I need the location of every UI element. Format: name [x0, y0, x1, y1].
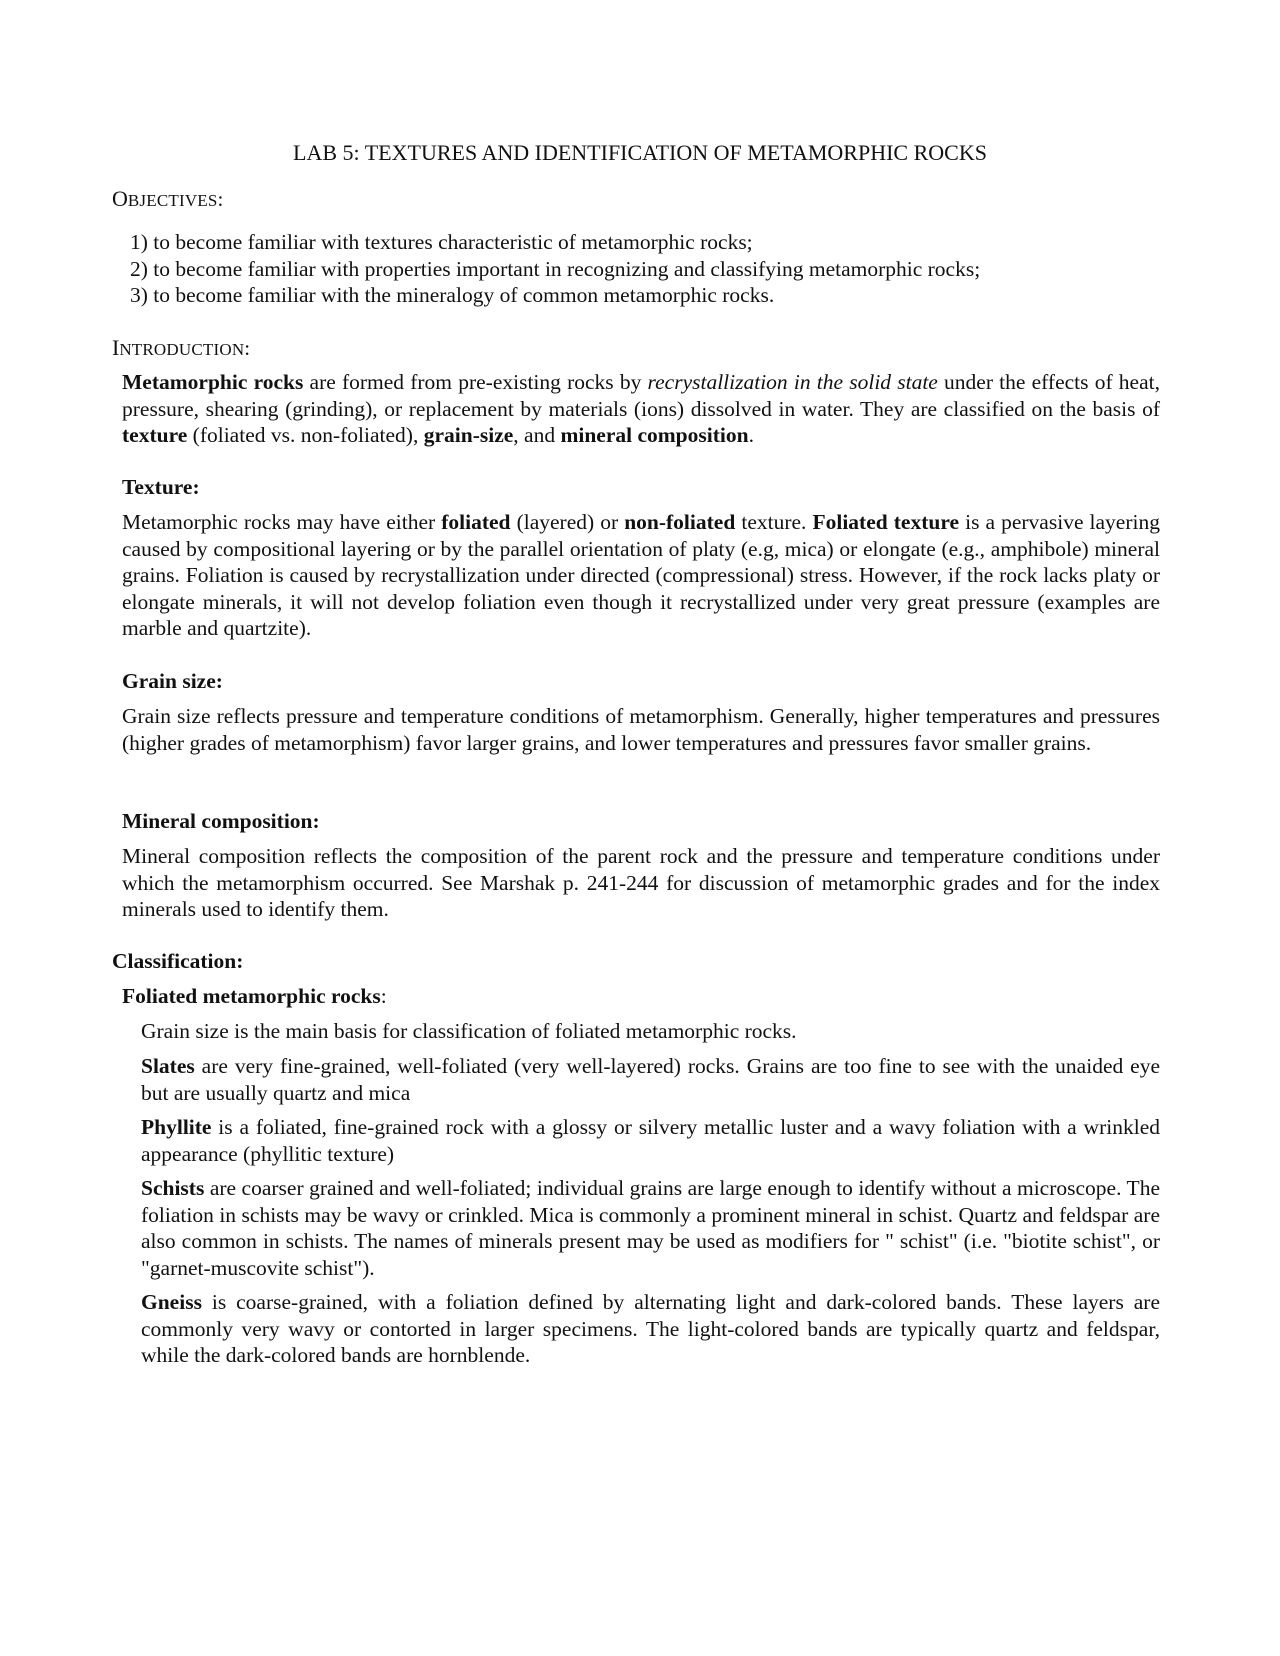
term-foliated-texture: Foliated texture — [812, 510, 960, 534]
texture-heading: Texture: — [122, 475, 200, 499]
mineral-composition-paragraph: Mineral composition reflects the composition of the parent rock and the pressure and temperature conditions under which the metamorphism occurred. See Marshak p. 241-244 for discussion of metamorphic grades and for the index minerals used to identify them. — [122, 844, 1160, 921]
term-slates: Slates — [141, 1054, 195, 1078]
mineral-composition-heading: Mineral composition: — [122, 809, 320, 833]
italic-recrystallization: recrystallization in the solid state — [647, 370, 938, 394]
intro-text-2: under the effects of heat, pressure, shearing (grinding), or replacement by materials (ions) dissolved in water. They are classified on the basis of — [122, 370, 1160, 421]
term-gneiss: Gneiss — [141, 1290, 202, 1314]
term-metamorphic-rocks: Metamorphic rocks — [122, 370, 304, 394]
objectives-heading-colon: : — [217, 187, 224, 211]
schists-text: are coarser grained and well-foliated; individual grains are large enough to identify without a microscope. The foliation in schists may be wavy or crinkled. Mica is commonly a prominent mineral in schist. Quartz and feldspar are also common in schists. The names of minerals present may be used as modifiers for " schist" (i.e. "biotite schist", or "garnet-muscovite schist"). — [141, 1176, 1160, 1280]
slates-text: are very fine-grained, well-foliated (very well-layered) rocks. Grains are too fine to see with the unaided eye but are usually quartz and mica — [141, 1054, 1160, 1105]
term-phyllite: Phyllite — [141, 1115, 212, 1139]
grain-size-heading: Grain size: — [122, 669, 223, 693]
objectives-heading-rest: BJECTIVES — [127, 191, 218, 210]
foliated-rocks-heading — [122, 983, 387, 1010]
schists-paragraph — [141, 1175, 1160, 1281]
intro-text-3: (foliated vs. non-foliated), — [187, 423, 424, 447]
introduction-heading-rest: NTRODUCTION — [119, 340, 245, 359]
objective-item-2: 2) to become familiar with properties important in recognizing and classifying metamorphic rocks; — [130, 257, 981, 281]
phyllite-text: is a foliated, fine-grained rock with a glossy or silvery metallic luster and a wavy foliation with a wrinkled appearance (phyllitic texture) — [141, 1115, 1160, 1166]
texture-text-4: is a pervasive layering caused by compositional layering or by the parallel orientation of platy (e.g, mica) or elongate (e.g., amphibole) mineral grains. Foliation is caused by recrystallization under directed (compressional) stress. However, if the rock lacks platy or elongate minerals, it will not develop foliation even though it recrystallized under very great pressure (examples are marble and quartzite). — [122, 510, 1160, 640]
intro-text-5: . — [748, 423, 754, 447]
term-mineral-composition: mineral composition — [560, 423, 749, 447]
objective-item-1: 1) to become familiar with textures characteristic of metamorphic rocks; — [130, 230, 753, 254]
term-grain-size: grain-size — [423, 423, 514, 447]
foliated-rocks-heading-text: Foliated metamorphic rocks — [122, 984, 381, 1008]
introduction-heading — [112, 335, 250, 363]
term-foliated: foliated — [441, 510, 511, 534]
gneiss-text: is coarse-grained, with a foliation defined by alternating light and dark-colored bands. These layers are commonly very wavy or contorted in larger specimens. The light-colored bands are typically quartz and feldspar, while the dark-colored bands are hornblende. — [141, 1290, 1160, 1367]
phyllite-paragraph — [141, 1114, 1160, 1167]
foliated-rocks-heading-colon: : — [380, 984, 387, 1008]
term-schists: Schists — [141, 1176, 205, 1200]
objectives-heading-initial: O — [112, 186, 128, 211]
introduction-paragraph — [122, 369, 1160, 449]
texture-text-3: texture. — [735, 510, 813, 534]
texture-text-1: Metamorphic rocks may have either — [122, 510, 442, 534]
term-non-foliated: non-foliated — [624, 510, 736, 534]
objectives-heading — [112, 186, 223, 214]
term-texture: texture — [122, 423, 188, 447]
gneiss-paragraph — [141, 1289, 1160, 1369]
introduction-heading-colon: : — [244, 336, 251, 360]
intro-text-1: are formed from pre-existing rocks by — [303, 370, 648, 394]
classification-heading: Classification: — [112, 949, 244, 973]
document-title: LAB 5: TEXTURES AND IDENTIFICATION OF METAMORPHIC ROCKS — [293, 140, 987, 165]
texture-paragraph — [122, 509, 1160, 642]
slates-paragraph — [141, 1053, 1160, 1106]
introduction-heading-initial: I — [112, 335, 120, 360]
objective-item-3: 3) to become familiar with the mineralogy of common metamorphic rocks. — [130, 283, 775, 307]
grain-size-paragraph: Grain size reflects pressure and temperature conditions of metamorphism. Generally, higher temperatures and pressures (higher grades of metamorphism) favor larger grains, and lower temperatures and pressures favor smaller grains. — [122, 704, 1160, 755]
texture-text-2: (layered) or — [510, 510, 625, 534]
intro-text-4: , and — [513, 423, 561, 447]
classification-intro: Grain size is the main basis for classification of foliated metamorphic rocks. — [141, 1019, 797, 1043]
